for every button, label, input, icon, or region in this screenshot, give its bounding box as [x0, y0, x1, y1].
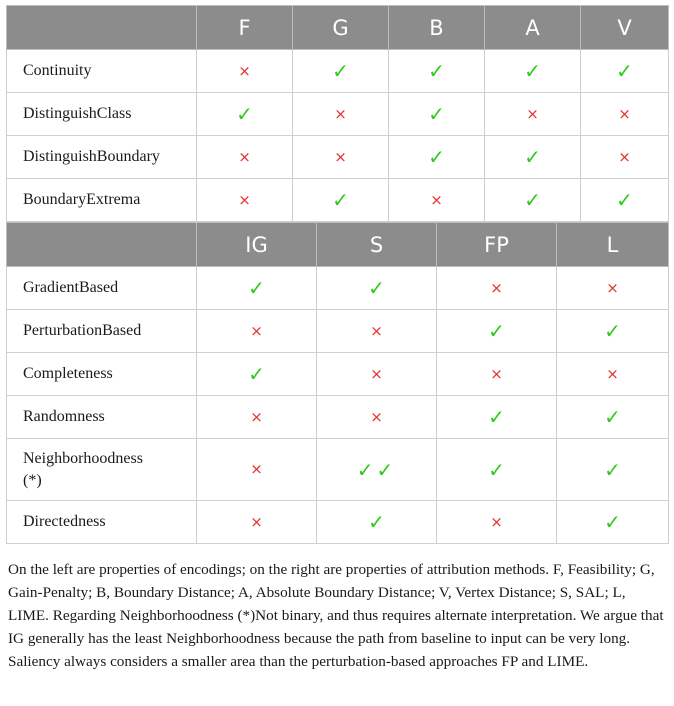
cell [197, 396, 317, 439]
cell [389, 50, 485, 93]
check-icon: ✓ [368, 276, 385, 300]
check-icon: ✓ [488, 457, 505, 482]
cell [557, 310, 669, 353]
cross-icon: × [370, 364, 383, 383]
cross-icon: × [250, 321, 263, 340]
cell [557, 353, 669, 396]
check-icon: ✓ [604, 319, 621, 343]
cell [557, 396, 669, 439]
cross-icon: × [334, 147, 347, 166]
row-label: Continuity [7, 50, 197, 93]
row-label: DistinguishBoundary [7, 136, 197, 179]
cross-icon: × [490, 364, 503, 383]
table-header-row [7, 223, 669, 267]
cell [197, 501, 317, 544]
cell [389, 179, 485, 222]
row-label: PerturbationBased [7, 310, 197, 353]
table-caption: On the left are properties of encodings; on the right are properties of attribution methods. F, Feasibility; G, Gain-Penalty; B, Boundary Distance; A, Absolute Boundary Distance; V, Vertex Distance; S, SAL; L, LIME. Regarding Neighborhoodness (*)Not binary, and thus requires alternate interpretation. We argue that IG generally has the least Neighborhoodness because the path from baseline to input can be very long. Saliency always considers a smaller area than the perturbation-based approaches FP and LIME. [8, 561, 664, 670]
check-icon: ✓ [332, 59, 349, 83]
check-icon: ✓ [604, 457, 621, 482]
cell [581, 93, 669, 136]
cell [197, 136, 293, 179]
cross-icon: × [430, 190, 443, 209]
check-icon: ✓ [524, 188, 541, 212]
table-row [7, 310, 669, 353]
check-icon: ✓ [428, 59, 445, 83]
column-header: IG [197, 223, 317, 267]
column-header: B [389, 6, 485, 50]
cell [197, 353, 317, 396]
row-label: DistinguishClass [7, 93, 197, 136]
cell [197, 267, 317, 310]
cell [293, 50, 389, 93]
table-row [7, 93, 669, 136]
row-label: Randomness [7, 396, 197, 439]
row-label: Directedness [7, 501, 197, 544]
cross-icon: × [370, 321, 383, 340]
column-header: A [485, 6, 581, 50]
column-header: V [581, 6, 669, 50]
table-row [7, 396, 669, 439]
cell [197, 439, 317, 501]
cell [557, 501, 669, 544]
column-header: F [197, 6, 293, 50]
cell [581, 179, 669, 222]
table-row [7, 501, 669, 544]
table-header-row [7, 6, 669, 50]
cross-icon: × [238, 61, 251, 80]
check-icon: ✓ [332, 188, 349, 212]
cell [389, 136, 485, 179]
cross-icon: × [606, 278, 619, 297]
encoding-properties-table [6, 5, 669, 222]
cross-icon: × [250, 512, 263, 531]
cell [317, 501, 437, 544]
cross-icon: × [526, 104, 539, 123]
cell [293, 136, 389, 179]
cell [581, 50, 669, 93]
check-icon: ✓ [428, 145, 445, 169]
attribution-properties-table [6, 222, 669, 544]
cross-icon: × [250, 407, 263, 426]
cell [437, 353, 557, 396]
check-icon: ✓ [524, 59, 541, 83]
cell [317, 310, 437, 353]
cell [317, 267, 437, 310]
cell [197, 50, 293, 93]
table-row [7, 179, 669, 222]
cell [581, 136, 669, 179]
check-icon: ✓ [616, 188, 633, 212]
cross-icon: × [370, 407, 383, 426]
row-label: GradientBased [7, 267, 197, 310]
table-row [7, 353, 669, 396]
cell [437, 267, 557, 310]
cell [485, 136, 581, 179]
cell [485, 50, 581, 93]
column-header: L [557, 223, 669, 267]
row-label: Completeness [7, 353, 197, 396]
check-icon: ✓ [236, 102, 253, 126]
cross-icon: × [490, 278, 503, 297]
cell [437, 501, 557, 544]
cross-icon: × [490, 512, 503, 531]
row-label-footnote: (*) [23, 471, 42, 489]
header-corner [7, 6, 197, 50]
cell [437, 310, 557, 353]
cross-icon: × [250, 460, 263, 478]
cell [197, 93, 293, 136]
cross-icon: × [238, 190, 251, 209]
cell [485, 93, 581, 136]
row-label: BoundaryExtrema [7, 179, 197, 222]
cell [317, 353, 437, 396]
cell [485, 179, 581, 222]
cell [437, 439, 557, 501]
table-row [7, 439, 669, 501]
cell [293, 179, 389, 222]
cell [317, 439, 437, 501]
column-header: S [317, 223, 437, 267]
cross-icon: × [238, 147, 251, 166]
check-icon: ✓ [248, 276, 265, 300]
cell [197, 179, 293, 222]
column-header: FP [437, 223, 557, 267]
cell [437, 396, 557, 439]
row-label [7, 439, 197, 501]
cross-icon: × [606, 364, 619, 383]
cell [317, 396, 437, 439]
cross-icon: × [334, 104, 347, 123]
check-icon: ✓ [604, 405, 621, 429]
check-icon: ✓ [524, 145, 541, 169]
table-row [7, 50, 669, 93]
cell [197, 310, 317, 353]
check-icon: ✓ [488, 405, 505, 429]
cell [389, 93, 485, 136]
column-header: G [293, 6, 389, 50]
check-icon: ✓ [604, 510, 621, 534]
double-check-icon: ✓✓ [356, 457, 397, 482]
cross-icon: × [618, 147, 631, 166]
check-icon: ✓ [428, 102, 445, 126]
cell [557, 267, 669, 310]
cell [293, 93, 389, 136]
header-corner [7, 223, 197, 267]
table-row [7, 136, 669, 179]
row-label-text: Neighborhoodness [23, 449, 143, 467]
check-icon: ✓ [616, 59, 633, 83]
table-row [7, 267, 669, 310]
cross-icon: × [618, 104, 631, 123]
tables-container [6, 5, 668, 544]
cell [557, 439, 669, 501]
check-icon: ✓ [248, 362, 265, 386]
check-icon: ✓ [368, 510, 385, 534]
check-icon: ✓ [488, 319, 505, 343]
